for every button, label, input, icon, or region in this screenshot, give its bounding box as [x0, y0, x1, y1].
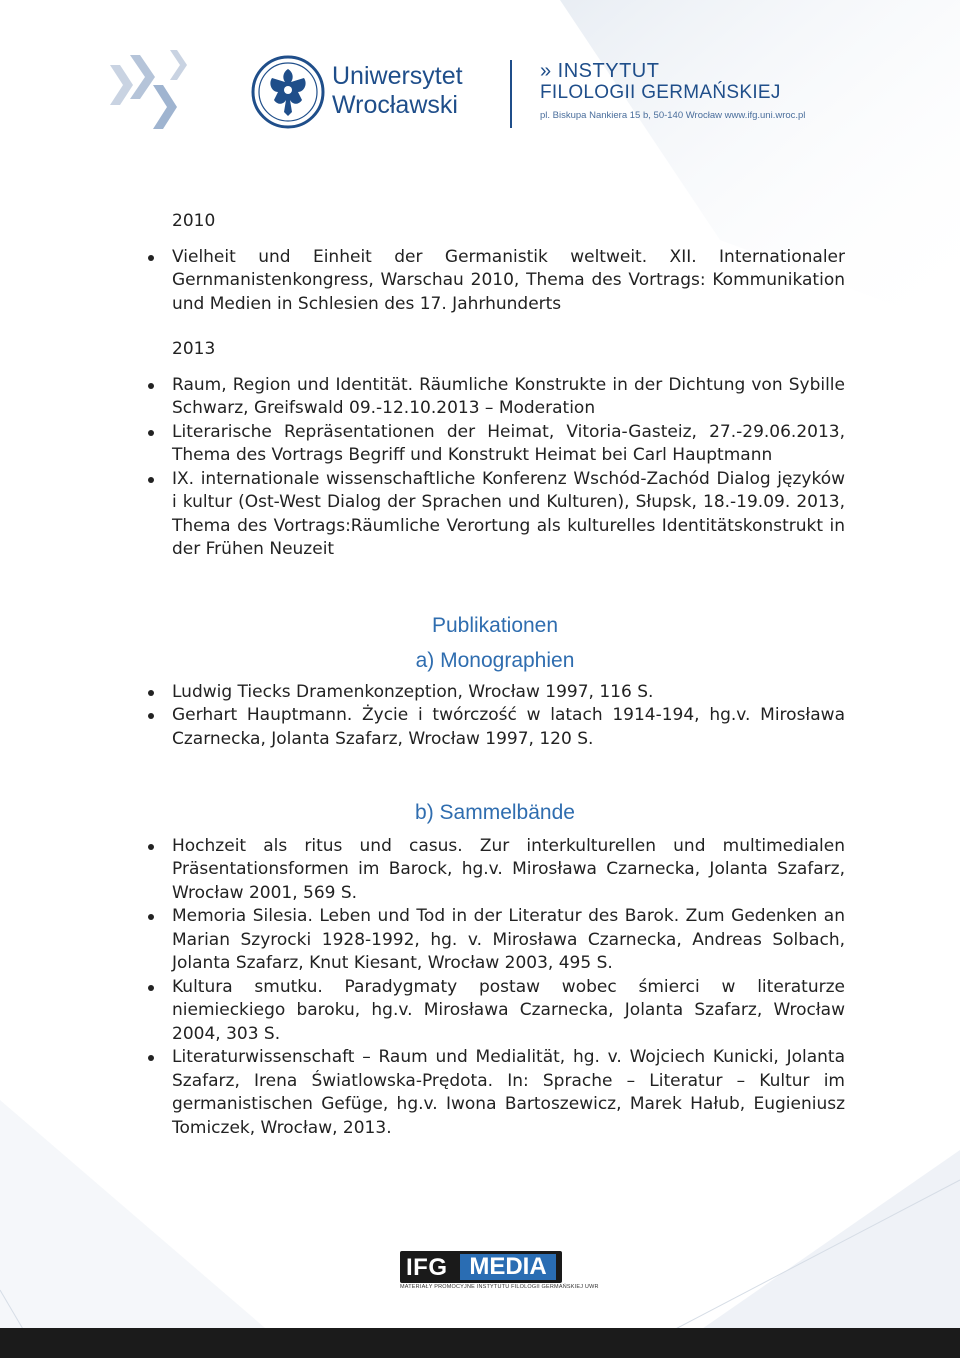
ifg-media-tagline: MATERIAŁY PROMOCYJNE INSTYTUTU FILOLOGII GERMAŃSKIEJ UWR: [400, 1284, 599, 1290]
header-divider: [510, 60, 512, 128]
list-item: Vielheit und Einheit der Germanistik weltweit. XII. Internationaler Gernmanistenkongress, Warschau 2010, Thema des Vortrags: Kommunikation und Medien in Schlesien des 17. Jahrhunderts: [145, 246, 845, 317]
publications-heading: Publikationen: [431, 613, 559, 637]
university-name-line1: Uniwersytet: [332, 62, 463, 90]
list-item: Kultura smutku. Paradygmaty postaw wobec śmierci w literaturze niemieckiego baroku, hg.v. Mirosława Czarnecka, Jolanta Szafarz, Wrocław 2004, 303 S.: [145, 976, 845, 1047]
list-item: Literaturwissenschaft – Raum und Medialität, hg. v. Wojciech Kunicki, Jolanta Szafarz, Irena Światlowska-Prędota. In: Sprache – Literatur – Kultur im germanistischen Gefüge, hg.v. Iwona Bartoszewicz, Marek Hałub, Eugieniusz Tomiczek, Wrocław, 2013.: [145, 1046, 845, 1140]
list-item: Hochzeit als ritus und casus. Zur interkulturellen und multimedialen Präsentationsformen im Barock, hg.v. Mirosława Czarnecka, Jolanta Szafarz, Wrocław 2001, 569 S.: [145, 835, 845, 906]
list-item: Gerhart Hauptmann. Życie i twórczość w latach 1914-194, hg.v. Mirosława Czarnecka, Jolanta Szafarz, Wrocław 1997, 120 S.: [145, 704, 845, 751]
list-item: IX. internationale wissenschaftliche Konferenz Wschód-Zachód Dialog języków i kultur (Ost-West Dialog der Sprachen und Kulturen), Słupsk, 18.-19.09. 2013, Thema des Vortrags:Räumliche Verortung als kulturelles Identitätskonstrukt in der Frühen Neuzeit: [145, 468, 845, 562]
anthologies-heading: b) Sammelbände: [415, 801, 575, 824]
university-eagle-seal-icon: [250, 54, 326, 130]
anthologies-list: [145, 835, 845, 1141]
institute-title-line1: » INSTYTUT: [540, 60, 660, 82]
list-2013: [145, 374, 845, 562]
year-heading-2013: 2013: [172, 339, 216, 359]
year-heading-2010: 2010: [172, 211, 216, 231]
university-name: [332, 62, 502, 120]
letterhead: [0, 0, 960, 160]
institute-block: [540, 60, 860, 123]
institute-title-line2: FILOLOGII GERMAŃSKIEJ: [540, 82, 781, 103]
document-body: [145, 210, 845, 1140]
ifg-media-logo-media: MEDIA: [460, 1254, 556, 1280]
list-2010: [145, 246, 845, 317]
list-item: Raum, Region und Identität. Räumliche Konstrukte in der Dichtung von Sybille Schwarz, Greifswald 09.-12.10.2013 – Moderation: [145, 374, 845, 421]
list-item: Literarische Repräsentationen der Heimat, Vitoria-Gasteiz, 27.-29.06.2013, Thema des Vortrags Begriff und Konstrukt Heimat bei Carl Hauptmann: [145, 421, 845, 468]
ifg-media-logo-ifg: IFG: [406, 1254, 448, 1281]
institute-address: pl. Biskupa Nankiera 15 b, 50-140 Wrocław www.ifg.uni.wroc.pl: [540, 110, 806, 121]
ifg-media-logo-box: [400, 1251, 562, 1283]
monographs-heading: a) Monographien: [415, 649, 575, 672]
university-name-line2: Wrocławski: [332, 91, 458, 119]
list-item: Ludwig Tiecks Dramenkonzeption, Wrocław 1997, 116 S.: [145, 681, 845, 705]
chevron-decoration-icon: [105, 45, 195, 140]
footer-bar: [0, 1328, 960, 1358]
ifg-media-logo: [400, 1251, 599, 1293]
list-item: Memoria Silesia. Leben und Tod in der Literatur des Barok. Zum Gedenken an Marian Szyrocki 1928-1992, hg. v. Mirosława Czarnecka, Andreas Solbach, Jolanta Szafarz, Knut Kiesant, Wrocław 2003, 495 S.: [145, 905, 845, 976]
monographs-list: [145, 681, 845, 752]
